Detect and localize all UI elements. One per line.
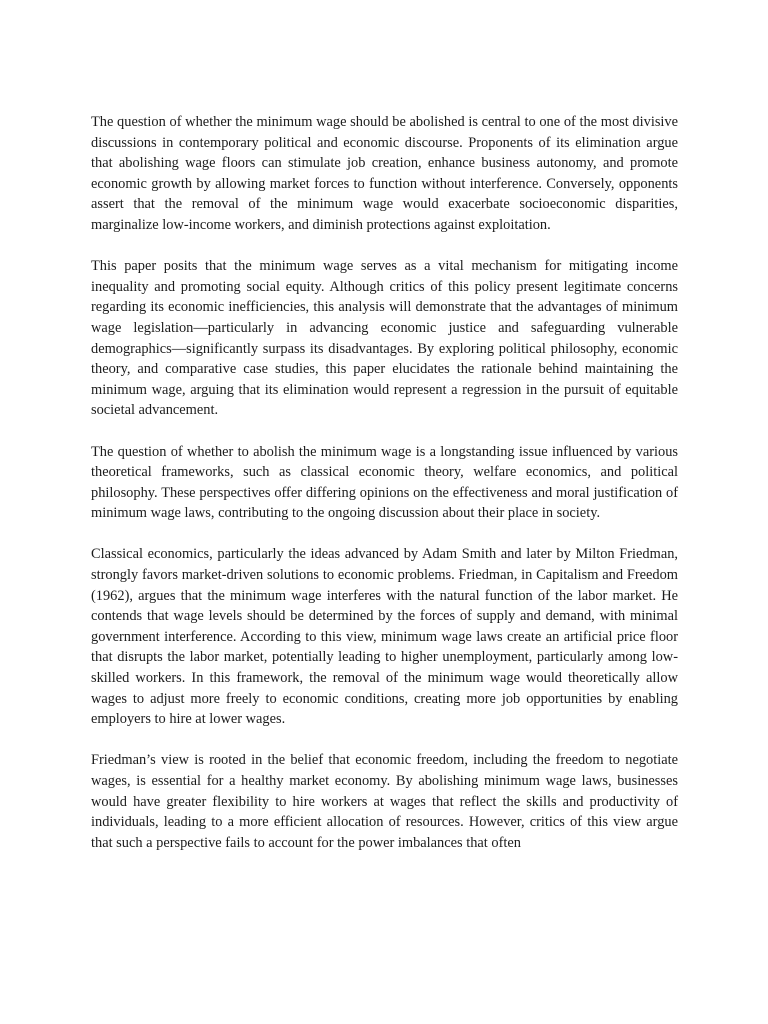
paragraph-theoretical-frameworks: The question of whether to abolish the minimum wage is a longstanding issue influenced by various theoretical frameworks, such as classical economic theory, welfare economics, and political philosophy. These perspectives offer differing opinions on the effectiveness and moral justification of minimum wage laws, contributing to the ongoing discussion about their place in society. <box>91 443 678 522</box>
document-page <box>91 112 678 853</box>
paragraph-introduction: The question of whether the minimum wage should be abolished is central to one of the most divisive discussions in contemporary political and economic discourse. Proponents of its elimination argue that abolishing wage floors can stimulate job creation, enhance business autonomy, and promote economic growth by allowing market forces to function without interference. Conversely, opponents assert that the removal of the minimum wage would exacerbate socioeconomic disparities, marginalize low-income workers, and diminish protections against exploitation. <box>91 114 678 233</box>
paragraph-thesis: This paper posits that the minimum wage serves as a vital mechanism for mitigating income inequality and promoting social equity. Although critics of this policy present legitimate concerns regarding its economic inefficiencies, this analysis will demonstrate that the advantages of minimum wage legislation—particularly in advancing economic justice and safeguarding vulnerable demographics—significantly surpass its disadvantages. By exploring political philosophy, economic theory, and comparative case studies, this paper elucidates the rationale behind maintaining the minimum wage, arguing that its elimination would represent a regression in the pursuit of equitable societal advancement. <box>91 258 678 419</box>
paragraph-classical-economics: Classical economics, particularly the ideas advanced by Adam Smith and later by Milton Friedman, strongly favors market-driven solutions to economic problems. Friedman, in Capitalism and Freedom (1962), argues that the minimum wage interferes with the natural function of the labor market. He contends that wage levels should be determined by the forces of supply and demand, with minimal government interference. According to this view, minimum wage laws create an artificial price floor that disrupts the labor market, potentially leading to higher unemployment, particularly among low-skilled workers. In this framework, the removal of the minimum wage would theoretically allow wages to adjust more freely to economic conditions, creating more job opportunities by enabling employers to hire at lower wages. <box>91 546 678 728</box>
paragraph-friedman-view: Friedman’s view is rooted in the belief that economic freedom, including the freedom to negotiate wages, is essential for a healthy market economy. By abolishing minimum wage laws, businesses would have greater flexibility to hire workers at wages that reflect the skills and productivity of individuals, leading to a more efficient allocation of resources. However, critics of this view argue that such a perspective fails to account for the power imbalances that often <box>91 752 678 851</box>
